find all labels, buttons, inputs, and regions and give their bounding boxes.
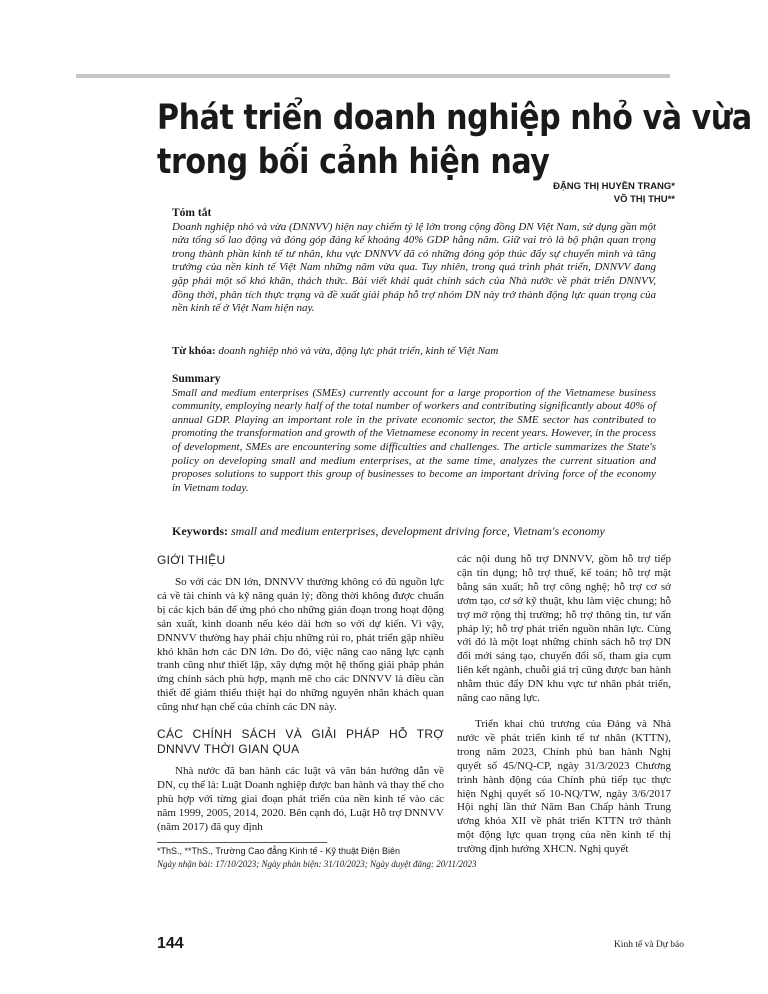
title-line-1: Phát triển doanh nghiệp nhỏ và vừa: [157, 98, 752, 138]
keywords-label-vi: Từ khóa:: [172, 345, 216, 357]
right-column: [457, 553, 671, 869]
footnote-dates: Ngày nhận bài: 17/10/2023; Ngày phản biện: 31/10/2023; Ngày duyệt đăng: 20/11/2023: [157, 859, 477, 869]
policies-paragraph: Nhà nước đã ban hành các luật và văn bản hướng dẫn về DN, cụ thể là: Luật Doanh nghiệp được ban hành và thay thế cho phù hợp với từng giai đoạn phát triển của nền kinh tế vào các năm 1999, 2005, 2014, 2020. Bên cạnh đó, Luật Hỗ trợ DNNVV (năm 2017) đã quy định: [157, 765, 444, 833]
title-line-2: trong bối cảnh hiện nay: [157, 142, 550, 182]
abstract-heading: Tóm tắt: [172, 207, 212, 219]
article-title: [157, 96, 752, 184]
summary-body: Small and medium enterprises (SMEs) currently account for a large proportion of the Vietnamese business community, employing nearly half of the total number of workers and contributing significantly about 40% of annual GDP. Playing an important role in the private economic sector, the SME sector has contributed to promoting the transformation and growth of the Vietnamese economy in recent years. However, in the process of development, SMEs are encountering some difficulties and challenges. The article summarizes the State's policy on developing small and medium enterprises, at the same time, analyzes the current situation and proposes solutions to support this group of businesses to become an important driving force of the economy in Vietnam today.: [172, 386, 656, 494]
author-2: VÕ THỊ THU**: [613, 194, 675, 205]
section-heading-introduction: GIỚI THIỆU: [157, 553, 226, 567]
resolution-paragraph: Triển khai chủ trương của Đảng và Nhà nước về phát triển kinh tế tư nhân (KTTN), trong năm 2023, Chính phủ ban hành Nghị quyết số 45/NQ-CP, ngày 31/3/2023 Chương trình hành động của Chính phủ tiếp tục thực hiện Nghị quyết số 10-NQ/TW, ngày 3/6/2017 Hội nghị lần thứ Năm Ban Chấp hành Trung ương khóa XII về phát triển KTTN trở thành một động lực quan trọng của nền kinh tế thị trường định hướng XHCN. Nghị quyết: [457, 717, 671, 856]
left-column: [157, 553, 444, 847]
author-1: ĐẶNG THỊ HUYỀN TRANG*: [553, 181, 675, 192]
support-content-paragraph: các nội dung hỗ trợ DNNVV, gồm hỗ trợ tiếp cận tín dụng; hỗ trợ thuế, kế toán; hỗ trợ mặt bằng sản xuất; hỗ trợ công nghệ; hỗ trợ cơ sở ươm tạo, cơ sở kỹ thuật, khu làm việc chung; hỗ trợ mở rộng thị trường; hỗ trợ thông tin, tư vấn pháp lý; hỗ trợ phát triển nguồn nhân lực. Cùng với đó là một loạt những chính sách hỗ trợ DN đổi mới sáng tạo, chuyển đổi số, tham gia cụm liên kết ngành, chuỗi giá trị cũng được ban hành nhằm thúc đẩy DN khu vực tư nhân phát triển, nâng cao năng lực.: [457, 553, 671, 705]
summary-heading: Summary: [172, 373, 221, 385]
section-heading-policies: CÁC CHÍNH SÁCH VÀ GIẢI PHÁP HỖ TRỢ DNNVV THỜI GIAN QUA: [157, 727, 444, 757]
footnote-divider: [157, 842, 327, 843]
footnote-affiliation: *ThS., **ThS., Trường Cao đẳng Kinh tế - Kỹ thuật Điện Biên: [157, 846, 401, 856]
journal-name: Kinh tế và Dự báo: [613, 940, 684, 950]
introduction-paragraph: So với các DN lớn, DNNVV thường không có đủ nguồn lực cả về tài chính và kỹ năng quản lý; đồng thời không được chuẩn bị các kịch bản để ứng phó cho những gián đoạn trong hoạt động sản xuất, kinh doanh nếu kéo dài hơn so với dự kiến. Vì vậy, DNNVV thường hay phải chịu những rủi ro, phát triển gặp nhiều khó khăn hơn các DN lớn. Do đó, việc nâng cao năng lực cạnh tranh cũng như thiết lập, xây dựng một hệ thống giải pháp phản ứng chính sách phù hợp, mạnh mẽ cho các DNNVV là điều cần thiết để giảm thiểu thiệt hại do những nguyên nhân khách quan cũng như hạn chế của chính các DN này.: [157, 576, 444, 714]
top-rule: [76, 74, 670, 78]
keywords-value-en: small and medium enterprises, development driving force, Vietnam's economy: [231, 524, 605, 538]
abstract-body: Doanh nghiệp nhỏ và vừa (DNNVV) hiện nay chiếm tỷ lệ lớn trong cộng đồng DN Việt Nam, sử dụng gần một nửa tổng số lao động và đóng góp đáng kể khoảng 40% GDP hằng năm. Giữ vai trò là bộ phận quan trọng trong thành phần kinh tế tư nhân, khu vực DNNVV đã có những đóng góp thúc đẩy sự chuyển mình và tăng trưởng của nền kinh tế Việt Nam những năm vừa qua. Tuy nhiên, trong quá trình phát triển, DNNVV đang gặp phải một số khó khăn, thách thức. Bài viết khái quát chính sách của Nhà nước về phát triển DNNVV, đồng thời, phân tích thực trạng và đề xuất giải pháp hỗ trợ nhóm DN này trở thành động lực quan trọng của nền kinh tế ở Việt Nam hiện nay.: [172, 220, 656, 315]
english-summary: [172, 373, 656, 495]
page-number: 144: [157, 935, 184, 952]
english-keywords: [172, 525, 656, 539]
keywords-value-vi: doanh nghiệp nhỏ và vừa, động lực phát triển, kinh tế Việt Nam: [218, 345, 499, 357]
author-list: [553, 180, 675, 206]
vietnamese-keywords: [172, 345, 656, 359]
keywords-label-en: Keywords:: [172, 524, 228, 538]
vietnamese-abstract: [172, 207, 656, 316]
